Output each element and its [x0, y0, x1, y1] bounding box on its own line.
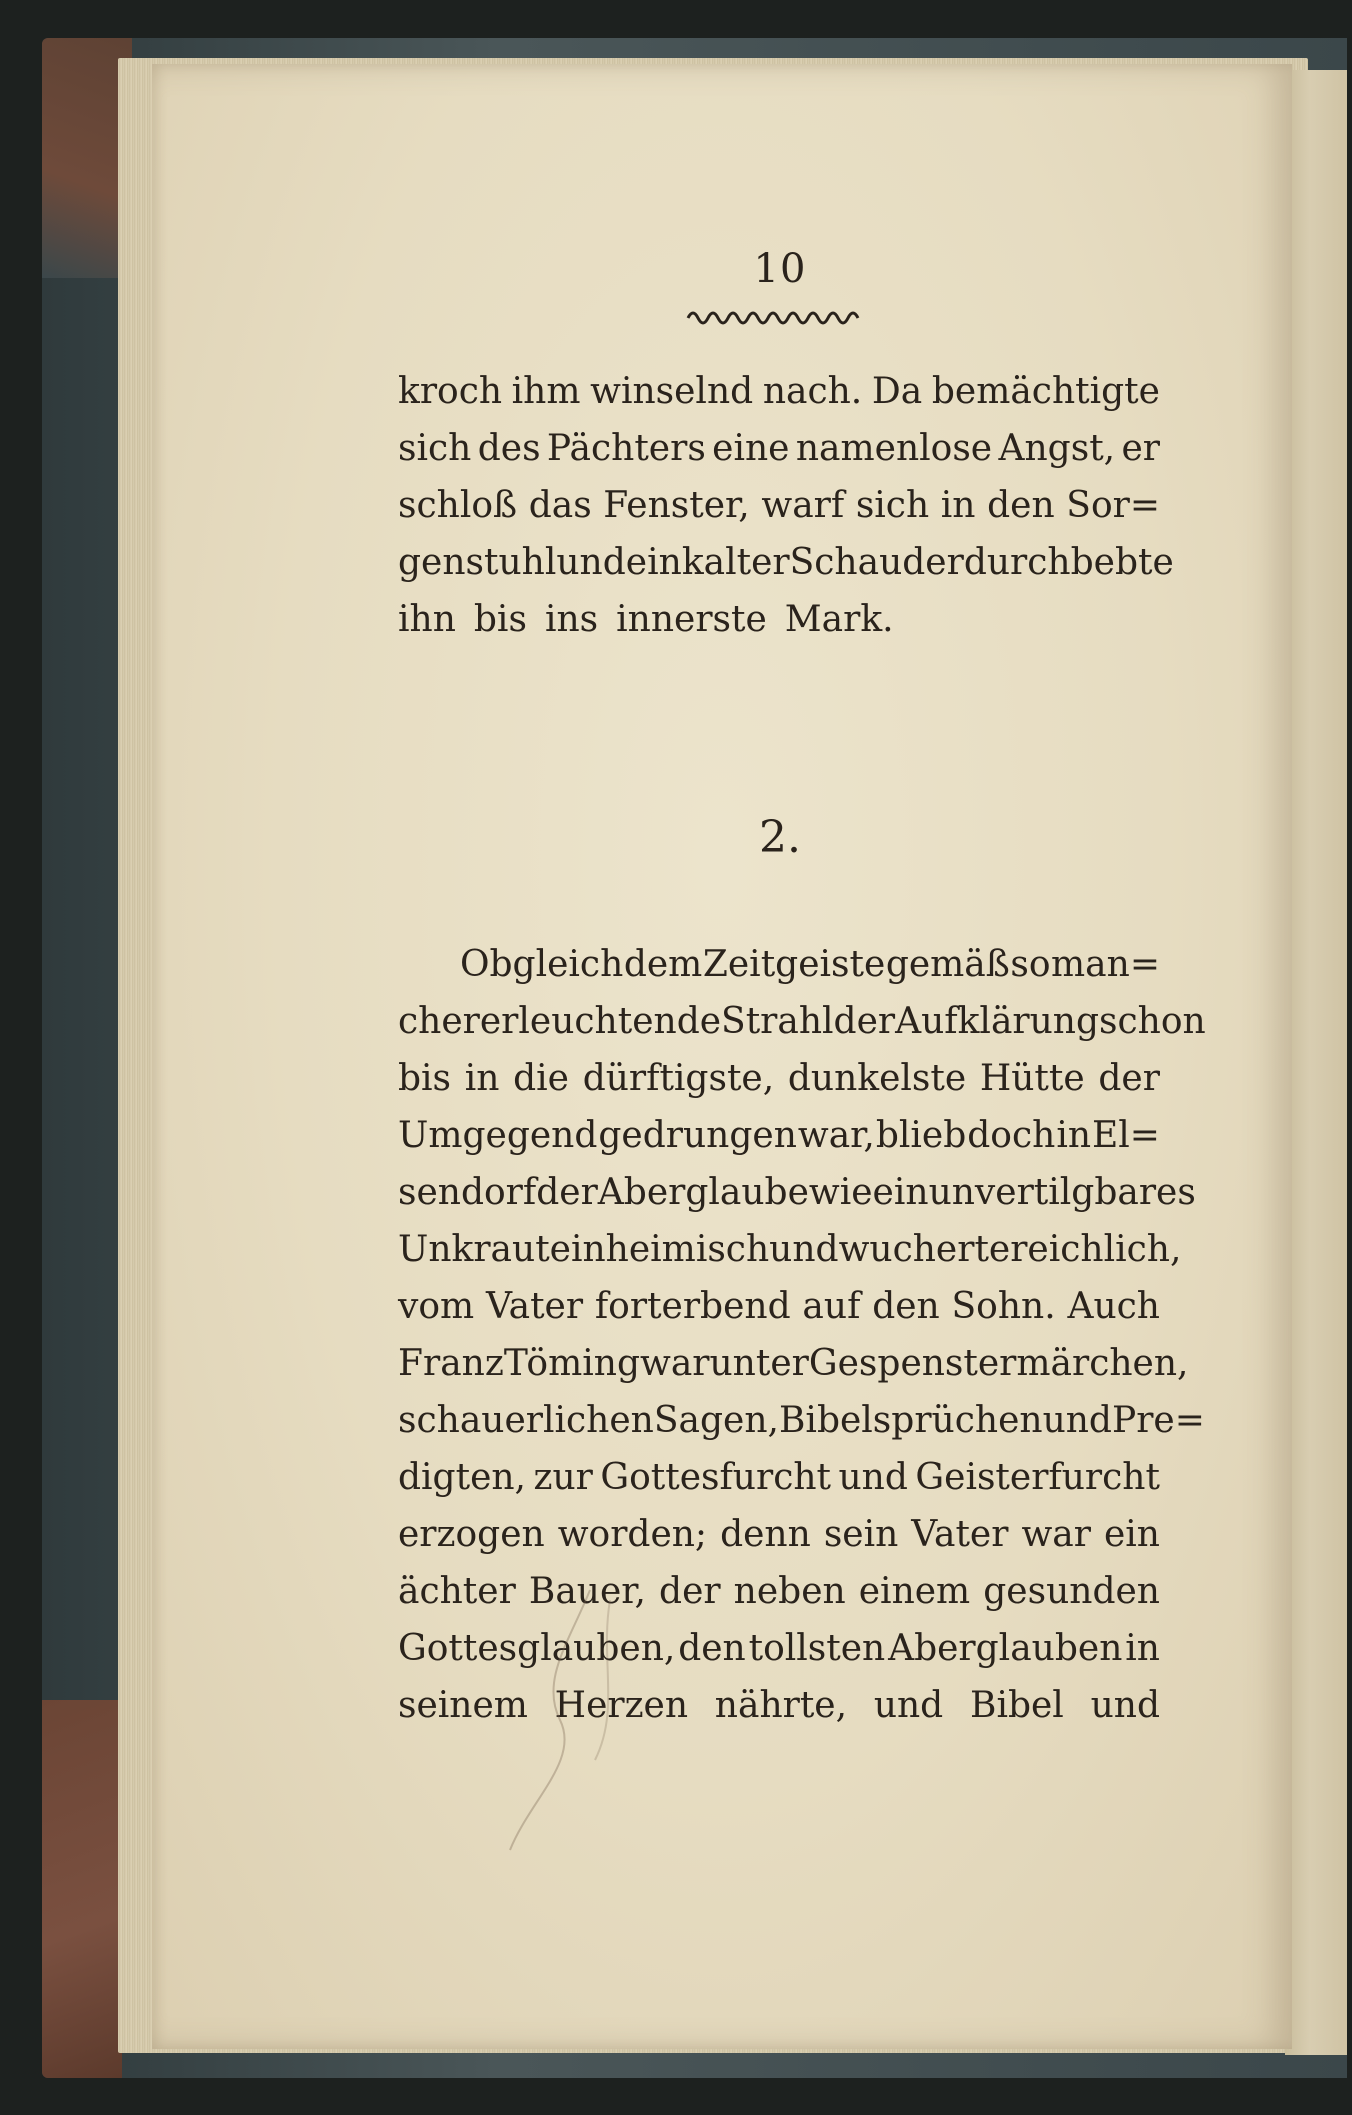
- word: Pre=: [1111, 1400, 1205, 1441]
- word: einem: [858, 1571, 971, 1612]
- word: Obgleich: [460, 944, 624, 985]
- next-page-edge: [1285, 70, 1347, 2055]
- word: Gottesglauben,: [398, 1628, 676, 1669]
- word: Unkraut: [398, 1229, 550, 1270]
- word: ein: [625, 542, 682, 583]
- word: in: [1125, 1628, 1160, 1669]
- word: blieb: [875, 1115, 967, 1156]
- word: eine: [712, 428, 790, 469]
- word: doch: [967, 1115, 1056, 1156]
- word: und: [556, 542, 626, 583]
- word: auf: [802, 1286, 861, 1327]
- text-line: [398, 534, 1174, 591]
- word: schauerlichen: [398, 1400, 654, 1441]
- word: ins: [544, 599, 599, 640]
- word: Hütte: [979, 1058, 1085, 1099]
- word: die: [513, 1058, 569, 1099]
- word: ein: [1103, 1514, 1160, 1555]
- word: dunkelste: [787, 1058, 967, 1099]
- word: genstuhl: [398, 542, 557, 583]
- word: Angst,: [998, 428, 1116, 469]
- word: schon: [1099, 1001, 1206, 1042]
- word: der: [833, 1001, 896, 1042]
- pencil-scratch-mark-icon: [500, 1580, 660, 1860]
- text-line: [398, 1050, 1160, 1107]
- word: Gespenstermärchen,: [808, 1343, 1189, 1384]
- word: in: [940, 485, 976, 526]
- word: cher: [398, 1001, 480, 1042]
- word: man=: [1051, 944, 1160, 985]
- word: neben: [733, 1571, 846, 1612]
- word: Strahl: [721, 1001, 834, 1042]
- text-line: [398, 1449, 1160, 1506]
- word: reichlich,: [1010, 1229, 1182, 1270]
- page-number: 10: [753, 246, 807, 292]
- word: er: [1121, 428, 1160, 469]
- word: Pächters: [546, 428, 706, 469]
- word: nach.: [762, 371, 863, 412]
- text-line: [398, 363, 1160, 420]
- word: wie: [808, 1172, 873, 1213]
- word: forterbend: [594, 1286, 791, 1327]
- word: Aberglauben: [888, 1628, 1123, 1669]
- text-line: [398, 1335, 1189, 1392]
- text-line: [398, 1164, 1196, 1221]
- word: zur: [533, 1457, 593, 1498]
- word: digten,: [398, 1457, 527, 1498]
- word: so: [1010, 944, 1051, 985]
- text-line: [398, 1392, 1205, 1449]
- word: winselnd: [590, 371, 754, 412]
- text-line: [398, 1278, 1160, 1335]
- text-line: [398, 993, 1206, 1050]
- paragraph-1: [398, 363, 1174, 648]
- word: der: [659, 1571, 721, 1612]
- word: Bauer,: [528, 1571, 646, 1612]
- word: Da: [871, 371, 923, 412]
- word: sein: [823, 1514, 899, 1555]
- word: gesunden: [983, 1571, 1160, 1612]
- word: Bibel: [969, 1685, 1064, 1726]
- word: Töming: [503, 1343, 640, 1384]
- word: warf: [761, 485, 845, 526]
- word: und: [1090, 1685, 1160, 1726]
- word: erzogen: [398, 1514, 545, 1555]
- word: unvertilgbares: [928, 1172, 1196, 1213]
- text-line: [398, 477, 1160, 534]
- word: Aberglaube: [597, 1172, 809, 1213]
- word: das: [528, 485, 592, 526]
- word: durchbebte: [963, 542, 1174, 583]
- word: Bibelsprüchen: [778, 1400, 1043, 1441]
- word: sich: [855, 485, 930, 526]
- word: nährte,: [714, 1685, 848, 1726]
- word: Zeitgeiste: [702, 944, 886, 985]
- word: des: [477, 428, 541, 469]
- word: ein: [872, 1172, 929, 1213]
- text-line: [398, 936, 1160, 993]
- word: kalter: [681, 542, 790, 583]
- word: Aufklärung: [895, 1001, 1100, 1042]
- word: bemächtigte: [931, 371, 1160, 412]
- word: der: [1098, 1058, 1160, 1099]
- word: vom: [398, 1286, 475, 1327]
- word: gedrungen: [598, 1115, 797, 1156]
- word: dürftigste,: [582, 1058, 775, 1099]
- word: den: [872, 1286, 940, 1327]
- text-line: [398, 1107, 1160, 1164]
- word: unter: [709, 1343, 809, 1384]
- text-line: [398, 1221, 1182, 1278]
- word: erleuchtende: [479, 1001, 722, 1042]
- word: in: [1056, 1115, 1092, 1156]
- word: tollsten: [748, 1628, 886, 1669]
- word: Sor=: [1066, 485, 1160, 526]
- text-line: [398, 1506, 1160, 1563]
- word: der: [536, 1172, 598, 1213]
- word: namenlose: [795, 428, 993, 469]
- word: und: [873, 1685, 944, 1726]
- word: bis: [473, 599, 527, 640]
- word: ihm: [511, 371, 581, 412]
- word: war,: [797, 1115, 875, 1156]
- word: Sagen,: [653, 1400, 779, 1441]
- word: und: [769, 1229, 839, 1270]
- word: und: [1042, 1400, 1112, 1441]
- word: Franz: [398, 1343, 504, 1384]
- word: Umgegend: [398, 1115, 598, 1156]
- word: kroch: [398, 371, 503, 412]
- text-line: [398, 420, 1160, 477]
- word: in: [464, 1058, 500, 1099]
- section-number: 2.: [759, 812, 801, 863]
- text-line: [398, 591, 1160, 648]
- word: Auch: [1067, 1286, 1160, 1327]
- word: El=: [1092, 1115, 1160, 1156]
- wave-ornament-icon: [686, 306, 866, 326]
- word: seinem: [398, 1685, 528, 1726]
- word: dem: [623, 944, 703, 985]
- word: Vater: [911, 1514, 1009, 1555]
- word: Schauder: [789, 542, 964, 583]
- word: Fenster,: [603, 485, 750, 526]
- word: einheimisch: [549, 1229, 770, 1270]
- word: Geisterfurcht: [915, 1457, 1160, 1498]
- word: wucherte: [838, 1229, 1011, 1270]
- word: gemäß: [885, 944, 1010, 985]
- word: denn: [720, 1514, 811, 1555]
- word: Mark.: [784, 599, 894, 640]
- word: den: [678, 1628, 746, 1669]
- word: ächter: [398, 1571, 516, 1612]
- word: war: [1021, 1514, 1091, 1555]
- word: Sohn.: [951, 1286, 1056, 1327]
- word: bis: [398, 1058, 452, 1099]
- word: Herzen: [554, 1685, 689, 1726]
- cover-corner-bottom: [42, 1700, 122, 2078]
- word: war: [640, 1343, 710, 1384]
- word: und: [838, 1457, 908, 1498]
- word: den: [987, 485, 1055, 526]
- word: sich: [398, 428, 472, 469]
- word: innerste: [616, 599, 767, 640]
- word: ihn: [398, 599, 456, 640]
- word: worden;: [557, 1514, 708, 1555]
- word: Gottesfurcht: [600, 1457, 832, 1498]
- word: sendorf: [398, 1172, 537, 1213]
- word: schloß: [398, 485, 518, 526]
- word: Vater: [485, 1286, 584, 1327]
